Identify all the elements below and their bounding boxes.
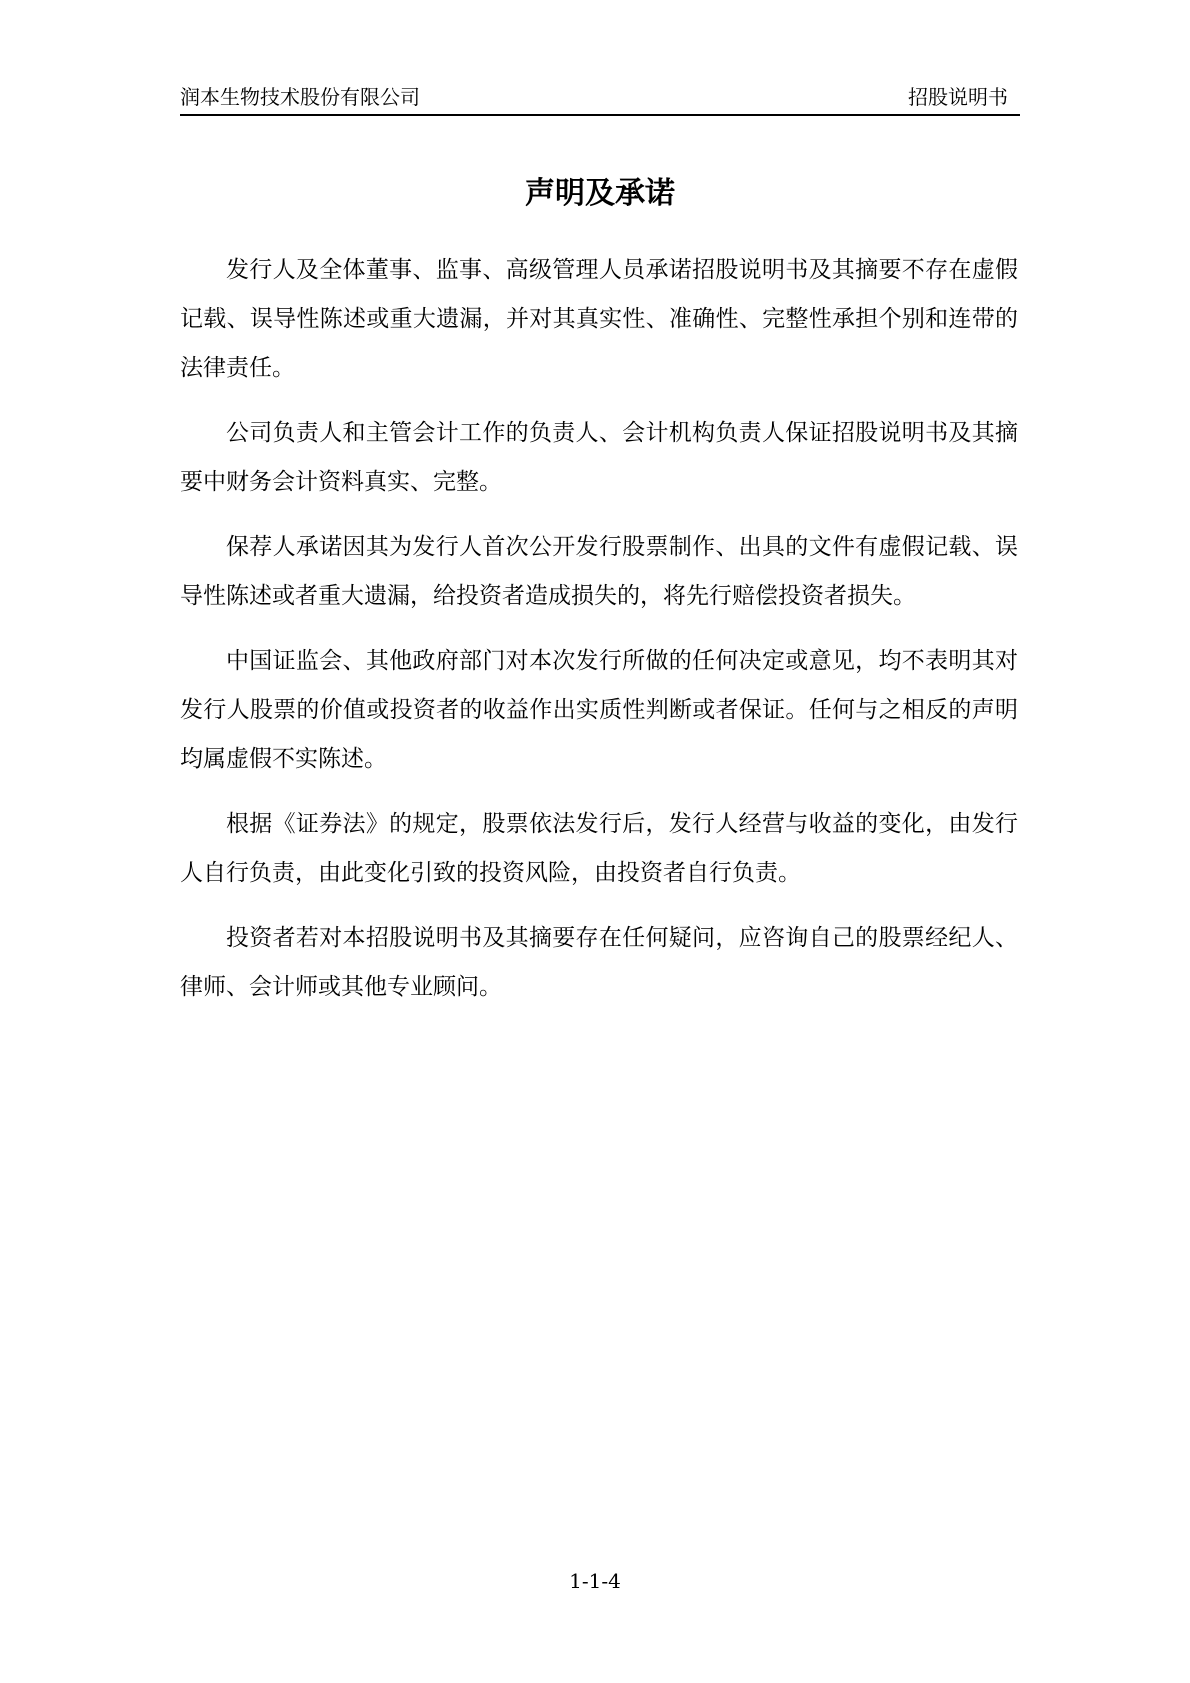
paragraph-issuer-commitment: 发行人及全体董事、监事、高级管理人员承诺招股说明书及其摘要不存在虚假记载、误导性陈述或重大遗漏，并对其真实性、准确性、完整性承担个别和连带的法律责任。	[180, 257, 1018, 381]
paragraph-securities-law: 根据《证券法》的规定，股票依法发行后，发行人经营与收益的变化，由发行人自行负责，由此变化引致的投资风险，由投资者自行负责。	[180, 811, 1018, 886]
paragraph-investor-advice: 投资者若对本招股说明书及其摘要存在任何疑问，应咨询自己的股票经纪人、律师、会计师或其他专业顾问。	[180, 925, 1018, 1000]
page-number: 1-1-4	[569, 1569, 621, 1593]
paragraph-sponsor-commitment: 保荐人承诺因其为发行人首次公开发行股票制作、出具的文件有虚假记载、误导性陈述或者重大遗漏，给投资者造成损失的，将先行赔偿投资者损失。	[180, 534, 1018, 609]
paragraph-csrc-disclaimer: 中国证监会、其他政府部门对本次发行所做的任何决定或意见，均不表明其对发行人股票的价值或投资者的收益作出实质性判断或者保证。任何与之相反的声明均属虚假不实陈述。	[180, 648, 1018, 772]
paragraph-financial-guarantee: 公司负责人和主管会计工作的负责人、会计机构负责人保证招股说明书及其摘要中财务会计资料真实、完整。	[180, 420, 1018, 495]
header-company-name: 润本生物技术股份有限公司	[180, 85, 420, 109]
page-title: 声明及承诺	[525, 176, 675, 211]
page-header	[180, 84, 1020, 116]
header-document-type: 招股说明书	[908, 85, 1008, 109]
declaration-body	[180, 246, 1018, 1028]
